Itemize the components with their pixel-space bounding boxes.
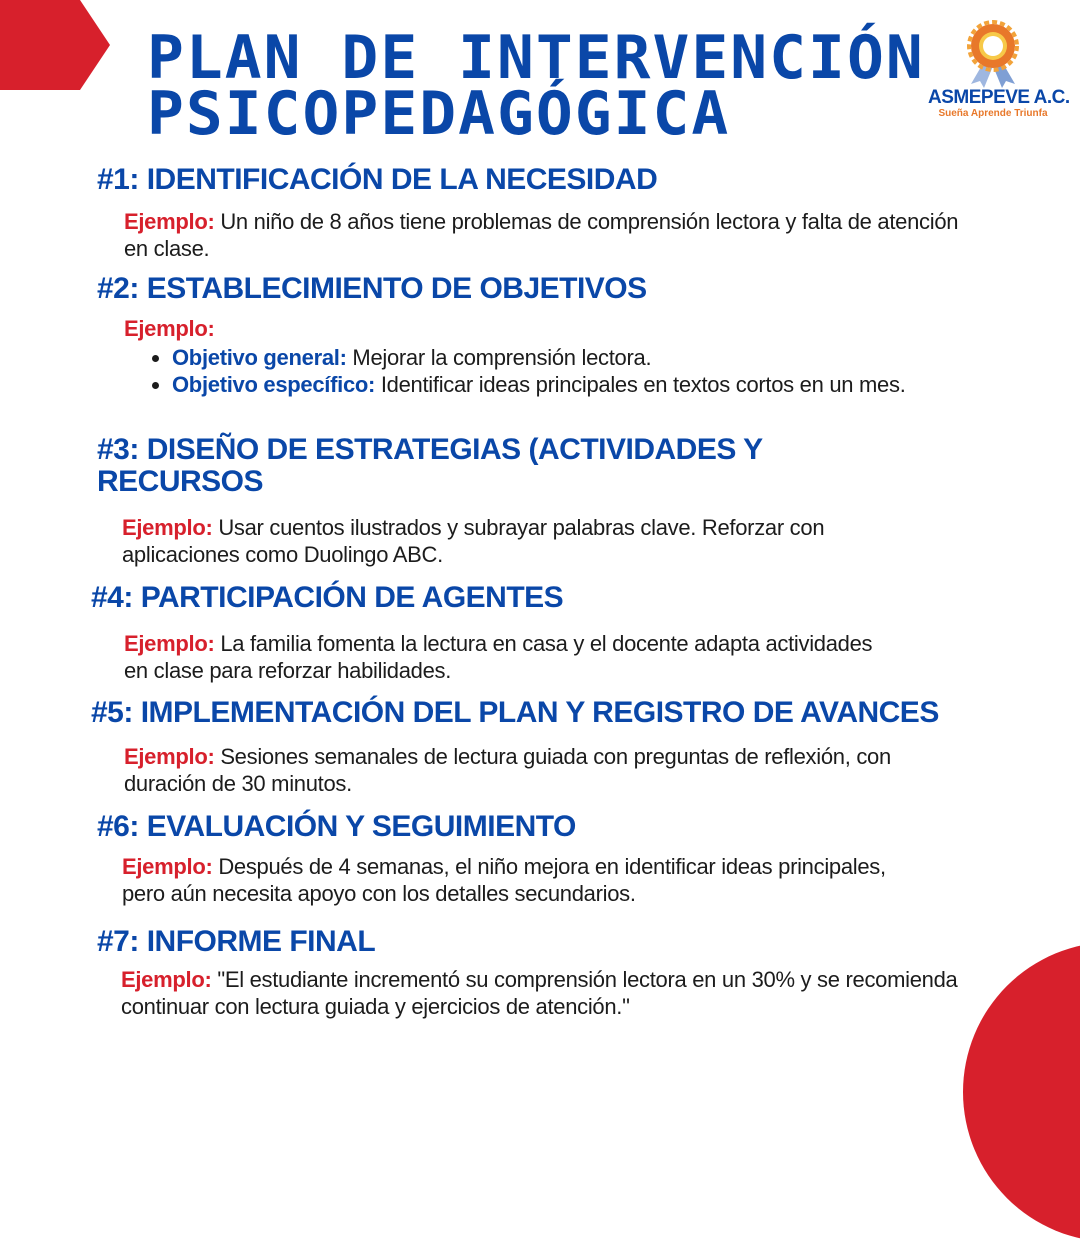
section-example: [124, 630, 884, 684]
section-title: #6: EVALUACIÓN Y SEGUIMIENTO: [97, 810, 576, 843]
example-label: Ejemplo:: [122, 854, 213, 879]
section-title: #2: ESTABLECIMIENTO DE OBJETIVOS: [97, 272, 647, 305]
corner-decoration-bottom-right: [963, 942, 1080, 1242]
example-text: Usar cuentos ilustrados y subrayar palabras clave. Reforzar con aplicaciones como Duolingo ABC.: [122, 515, 825, 567]
section-example: [124, 743, 974, 797]
section-5: [91, 697, 1051, 797]
example-label: Ejemplo:: [122, 515, 213, 540]
list-item: [172, 344, 974, 371]
section-1: [97, 164, 977, 262]
example-label: Ejemplo:: [124, 631, 215, 656]
section-4: [91, 582, 991, 684]
section-2: [97, 273, 997, 398]
objective-general-text: Mejorar la comprensión lectora.: [352, 345, 652, 370]
example-text: "El estudiante incrementó su comprensión lectora en un 30% y se recomienda continuar con lectura guiada y ejercicios de atención.": [121, 967, 958, 1019]
logo: [928, 20, 1070, 130]
logo-tagline: Sueña Aprende Triunfa: [938, 108, 1048, 119]
section-title: #5: IMPLEMENTACIÓN DEL PLAN Y REGISTRO DE AVANCES: [91, 696, 939, 729]
section-title: #1: IDENTIFICACIÓN DE LA NECESIDAD: [97, 163, 658, 196]
section-title: #3: DISEÑO DE ESTRATEGIAS (ACTIVIDADES Y RECURSOS: [97, 433, 763, 498]
example-label: Ejemplo:: [124, 744, 215, 769]
example-label: Ejemplo:: [124, 316, 215, 341]
objective-general-label: Objetivo general:: [172, 345, 347, 370]
section-6: [97, 811, 997, 907]
example-text: La familia fomenta la lectura en casa y el docente adapta actividades en clase para reforzar habilidades.: [124, 631, 873, 683]
list-item: [172, 371, 974, 398]
page-title: [147, 23, 925, 149]
example-text: Sesiones semanales de lectura guiada con preguntas de reflexión, con duración de 30 minutos.: [124, 744, 891, 796]
example-label: Ejemplo:: [124, 209, 215, 234]
objective-specific-text: Identificar ideas principales en textos cortos en un mes.: [380, 372, 906, 397]
objectives-list: [124, 344, 974, 398]
section-3: [97, 434, 857, 568]
page-title-line-1: PLAN DE INTERVENCIÓN: [147, 23, 925, 93]
example-text: Después de 4 semanas, el niño mejora en identificar ideas principales, pero aún necesita apoyo con los detalles secundarios.: [122, 854, 886, 906]
objective-specific-label: Objetivo específico:: [172, 372, 376, 397]
example-label: Ejemplo:: [121, 967, 212, 992]
section-example: [124, 315, 974, 398]
corner-decoration-top-left: [0, 0, 110, 90]
section-example: [122, 514, 942, 568]
section-example: [121, 966, 961, 1020]
section-example: [122, 853, 902, 907]
section-example: [124, 208, 964, 262]
example-text: Un niño de 8 años tiene problemas de comprensión lectora y falta de atención en clase.: [124, 209, 959, 261]
logo-name: ASMEPEVE A.C.: [928, 87, 1070, 108]
section-title: #4: PARTICIPACIÓN DE AGENTES: [91, 581, 564, 614]
section-title: #7: INFORME FINAL: [97, 925, 376, 958]
award-ribbon-icon: [961, 20, 1025, 88]
section-7: [97, 926, 977, 1020]
page-title-line-2: PSICOPEDAGÓGICA: [147, 79, 731, 149]
